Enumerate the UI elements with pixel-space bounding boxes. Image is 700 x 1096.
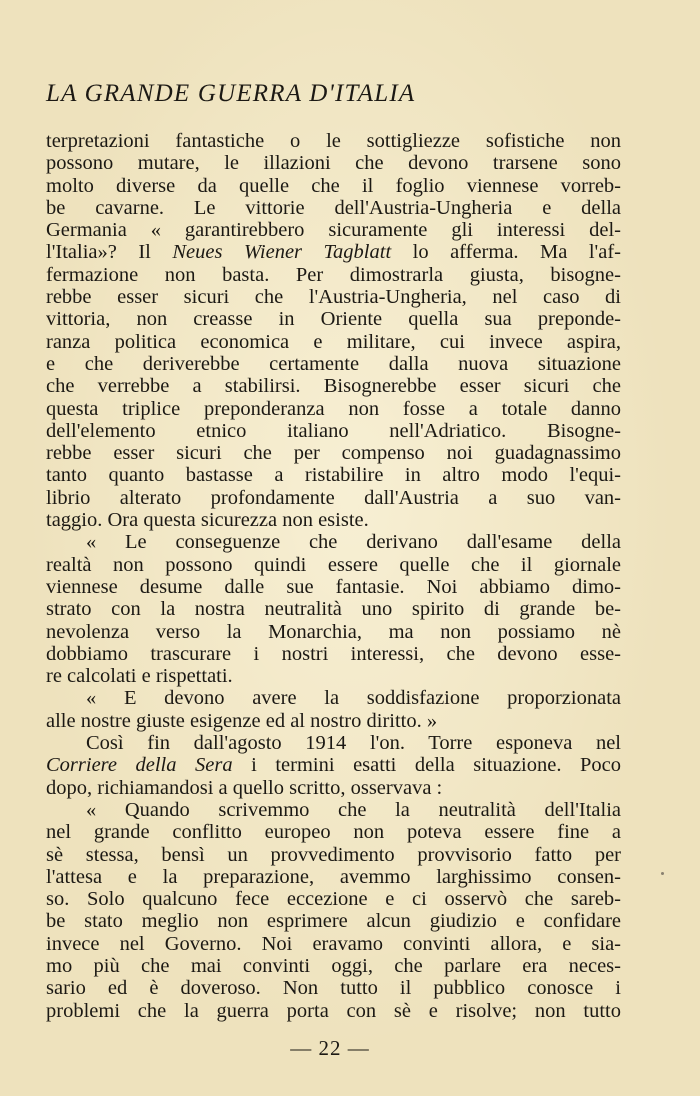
italic-text: Corriere della Sera xyxy=(46,754,233,777)
text-line xyxy=(46,910,621,932)
page-number: — 22 — xyxy=(290,1036,370,1060)
text-run: che verrebbe a stabilirsi. Bisognerebbe esser sicuri che xyxy=(46,375,621,398)
text-line xyxy=(46,420,621,442)
text-run: e che deriverebbe certamente dalla nuova situazione xyxy=(46,352,621,375)
paper-speck xyxy=(661,872,664,875)
text-run: sè stessa, bensì un provvedimento provvisorio fatto per xyxy=(46,843,621,866)
text-line xyxy=(46,487,621,509)
text-line xyxy=(46,687,621,709)
text-run: dobbiamo trascurare i nostri interessi, che devono esse- xyxy=(46,642,621,665)
text-run: l'attesa e la preparazione, avemmo larghissimo consen- xyxy=(46,865,621,888)
text-line xyxy=(46,977,621,999)
text-line xyxy=(46,933,621,955)
italic-text: Neues Wiener Tagblatt xyxy=(172,241,392,264)
text-line xyxy=(46,264,621,286)
text-run: ranza politica economica e militare, cui invece aspira, xyxy=(46,330,621,353)
text-run: questa triplice preponderanza non fosse a totale danno xyxy=(46,397,621,420)
text-run: « E devono avere la soddisfazione proporzionata xyxy=(86,687,621,710)
text-line xyxy=(46,732,621,754)
text-line xyxy=(46,197,621,219)
text-line xyxy=(46,241,621,263)
text-run: molto diverse da quelle che il foglio viennese vorreb- xyxy=(46,174,621,197)
text-run: l'Italia»? Il xyxy=(46,241,173,264)
text-run: mo più che mai convinti oggi, che parlare era neces- xyxy=(46,954,621,977)
text-line xyxy=(46,554,621,576)
text-run: realtà non possono quindi essere quelle che il giornale xyxy=(46,553,621,576)
text-run: invece nel Governo. Noi eravamo convinti allora, e sia- xyxy=(46,932,621,955)
text-line xyxy=(46,353,621,375)
text-run: sario ed è doveroso. Non tutto il pubblico conosce i xyxy=(46,977,621,1000)
text-run: be cavarne. Le vittorie dell'Austria-Ungheria e della xyxy=(46,196,621,219)
text-run: « Le conseguenze che derivano dall'esame della xyxy=(86,531,621,554)
text-line xyxy=(46,955,621,977)
text-line xyxy=(46,375,621,397)
text-line xyxy=(46,799,621,821)
text-line xyxy=(46,152,621,174)
text-run: « Quando scrivemmo che la neutralità dell'Italia xyxy=(86,798,621,821)
text-line xyxy=(46,866,621,888)
text-run: be stato meglio non esprimere alcun giudizio e confidare xyxy=(46,910,621,933)
text-run: fermazione non basta. Per dimostrarla giusta, bisogne- xyxy=(46,263,621,286)
text-run: taggio. Ora questa sicurezza non esiste. xyxy=(46,509,369,532)
text-line xyxy=(46,175,621,197)
text-run: lo afferma. Ma l'af- xyxy=(391,241,621,264)
text-line xyxy=(46,331,621,353)
text-line xyxy=(46,509,621,531)
text-line xyxy=(46,821,621,843)
text-line xyxy=(46,308,621,330)
text-line xyxy=(46,598,621,620)
text-line xyxy=(46,531,621,553)
text-line xyxy=(46,219,621,241)
text-run: dell'elemento etnico italiano nell'Adriatico. Bisogne- xyxy=(46,419,621,442)
text-line xyxy=(46,1000,621,1022)
text-line xyxy=(46,754,621,776)
text-line xyxy=(46,621,621,643)
text-line xyxy=(46,710,621,732)
text-run: tanto quanto bastasse a ristabilire in altro modo l'equi- xyxy=(46,464,621,487)
text-run: alle nostre giuste esigenze ed al nostro diritto. » xyxy=(46,709,438,732)
text-line xyxy=(46,286,621,308)
text-line xyxy=(46,442,621,464)
text-run: dopo, richiamandosi a quello scritto, osservava : xyxy=(46,776,443,799)
text-run: strato con la nostra neutralità uno spirito di grande be- xyxy=(46,598,621,621)
text-run: librio alterato profondamente dall'Austria a suo van- xyxy=(46,486,621,509)
text-run: nevolenza verso la Monarchia, ma non possiamo nè xyxy=(46,620,621,643)
text-run: so. Solo qualcuno fece eccezione e ci osservò che sareb- xyxy=(46,888,621,911)
text-run: i termini esatti della situazione. Poco xyxy=(232,754,621,777)
text-run: vittoria, non creasse in Oriente quella sua preponde- xyxy=(46,308,621,331)
text-run: terpretazioni fantastiche o le sottigliezze sofistiche non xyxy=(46,130,621,152)
text-run: nel grande conflitto europeo non poteva essere fine a xyxy=(46,821,621,844)
body-text xyxy=(46,130,621,1022)
text-line xyxy=(46,398,621,420)
text-line xyxy=(46,844,621,866)
text-line xyxy=(46,464,621,486)
text-line xyxy=(46,130,621,152)
text-run: Così fin dall'agosto 1914 l'on. Torre esponeva nel xyxy=(86,732,621,755)
text-run: possono mutare, le illazioni che devono trarsene sono xyxy=(46,152,621,175)
text-run: rebbe esser sicuri che l'Austria-Ungheria, nel caso di xyxy=(46,286,621,309)
text-line xyxy=(46,643,621,665)
text-line xyxy=(46,576,621,598)
text-line xyxy=(46,665,621,687)
text-line xyxy=(46,888,621,910)
text-run: problemi che la guerra porta con sè e risolve; non tutto xyxy=(46,999,621,1022)
text-run: re calcolati e rispettati. xyxy=(46,665,233,688)
text-line xyxy=(46,777,621,799)
running-head: LA GRANDE GUERRA D'ITALIA xyxy=(46,80,416,107)
text-run: rebbe esser sicuri che per compenso noi guadagnassimo xyxy=(46,442,621,465)
text-run: Germania « garantirebbero sicuramente gli interessi del- xyxy=(46,219,621,242)
text-run: viennese desume dalle sue fantasie. Noi abbiamo dimo- xyxy=(46,575,621,598)
